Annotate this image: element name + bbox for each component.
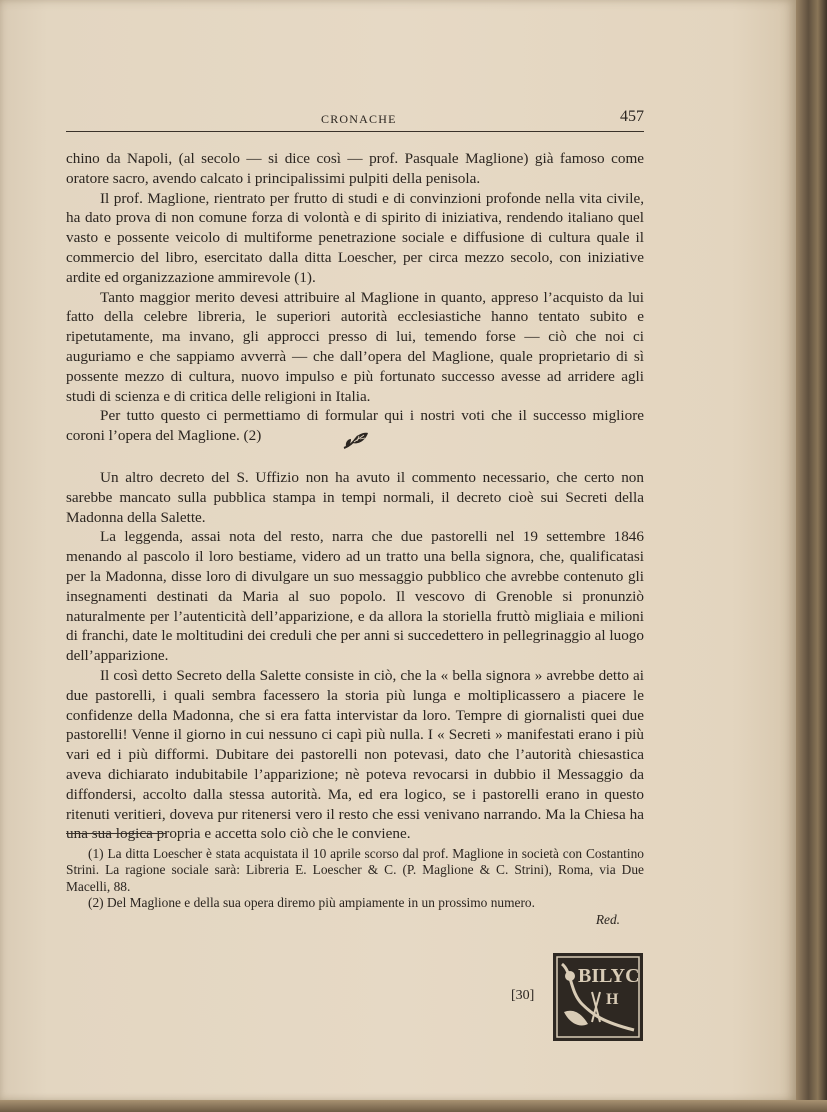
library-stamp-icon — [552, 952, 644, 1042]
footnote-signature: Red. — [595, 911, 620, 927]
leaf-ornament-icon — [342, 430, 370, 452]
footnotes — [66, 846, 644, 928]
svg-text:BILYC: BILYC — [578, 965, 640, 987]
paragraph: chino da Napoli, (al secolo — si dice così — prof. Pasquale Maglione) già famoso come oratore sacro, avendo calcato i principalissimi pulpiti della penisola. — [66, 150, 644, 187]
sheet-number: [30] — [511, 988, 535, 1003]
footnote: (1) La ditta Loescher è stata acquistata il 10 aprile scorso dal prof. Maglione in società con Costantino Strini. La ragione sociale sarà: Libreria E. Loescher & C. (P. Maglione & C. Strini), Roma, via Due Macelli, 88. — [66, 846, 644, 894]
paragraph: Il così detto Secreto della Salette consiste in ciò, che la « bella signora » avrebbe detto ai due pastorelli, i quali sembra facessero la storia più lunga e moltiplicassero a piacere le confidenze della Madonna, che si era fatta intervistar da loro. Tempre di giornalisti quei due pastorelli! Venne il giorno in cui nessuno ci capì più nulla. I « Secreti » manifestati erano i più vari ed i più difformi. Dubitare dei pastorelli non potevasi, dato che l’autorità chiesastica aveva dichiarato indubitabile l’apparizione; nè poteva revocarsi in dubbio il Messaggio da diffondersi, accolto dalla stessa autorità. Ma, ed era logico, se i pastorelli erano in questo ritenuti veritieri, doveva pur ritenersi vero il resto che essi venivano narrando. Ma la Chiesa ha una sua logica propria e accetta solo ciò che le conviene. — [66, 666, 644, 843]
footnote-rule — [66, 833, 166, 834]
running-header — [66, 110, 644, 130]
footnote: (2) Del Maglione e della sua opera diremo più ampiamente in un prossimo numero. — [88, 895, 535, 911]
book-bottom-edge — [0, 1100, 827, 1112]
paragraph: Tanto maggior merito devesi attribuire al Maglione in quanto, appreso l’acquisto da lui fatto della celebre libreria, le superiori autorità ecclesiastiche hanno tentato subito e ripetutamente, ma invano, gli approcci presso di lui, temendo forse — ciò che noi ci auguriamo e che sappiamo avverrà — che dall’opera del Maglione, quale proprietario di sì possente mezzo di cultura, nuovo impulso e più fortunato successo avesse ad arridere agli studi di scienza e di critica delle religioni in Italia. — [66, 288, 644, 405]
paragraph: Un altro decreto del S. Uffizio non ha avuto il commento necessario, che certo non sarebbe mancato sulla pubblica stampa in tempi normali, il decreto cioè sui Secreti della Madonna della Salette. — [66, 469, 644, 526]
book-edge — [796, 0, 827, 1112]
header-rule — [66, 131, 644, 132]
page-number: 457 — [620, 108, 644, 125]
running-title: CRONACHE — [321, 112, 397, 126]
paragraph: La leggenda, assai nota del resto, narra che due pastorelli nel 19 settembre 1846 menando al pascolo il loro bestiame, videro ad un tratto una bella signora, che, qualificatasi per la Madonna, disse loro di divulgare un suo messaggio pubblico che avrebbe contenuto gli insegnamenti destinati da Maria al suo popolo. Il vescovo di Grenoble si pronunziò naturalmente per l’autenticità dell’apparizione, e da allora la storiella fruttò migliaia e milioni di franchi, date le moltitudini dei creduli che per anni si succedettero in pellegrinaggio al luogo dell’apparizione. — [66, 528, 644, 665]
paragraph: Per tutto questo ci permettiamo di formular qui i nostri voti che il successo migliore coroni l’opera del Maglione. (2) — [66, 407, 644, 445]
article-block-1 — [66, 149, 644, 446]
svg-text:H: H — [606, 991, 619, 1008]
article-block-2 — [66, 468, 644, 844]
paragraph: Il prof. Maglione, rientrato per frutto di studi e di convinzioni profonde nella vita civile, ha dato prova di non comune forza di volontà e di spirito di iniziativa, rendendo italiano quel vasto e possente veicolo di multiforme penetrazione sociale e diffusione di cultura quale il commercio del libro, esercitato dalla ditta Loescher, per circa mezzo secolo, con iniziative ardite ed organizzazione ammirevole (1). — [66, 189, 644, 286]
